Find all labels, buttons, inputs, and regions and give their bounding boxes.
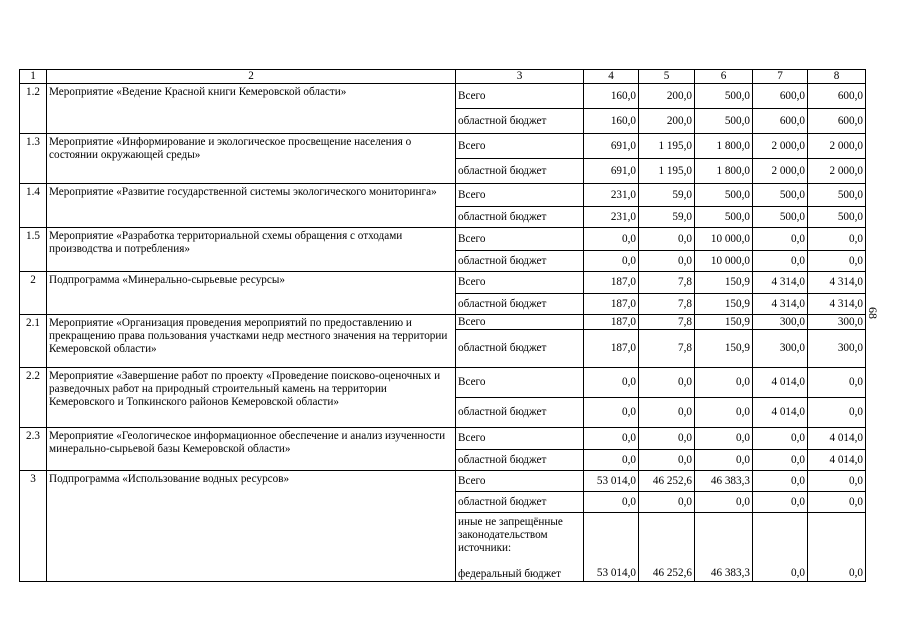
value-cell: 0,0	[753, 471, 808, 492]
value-cell: 500,0	[753, 184, 808, 207]
table-row	[20, 228, 866, 251]
value-cell: 10 000,0	[695, 228, 753, 251]
header-cell: 4	[584, 70, 639, 84]
value-cell: 500,0	[695, 207, 753, 228]
value-cell: 500,0	[695, 84, 753, 109]
source-cell: областной бюджет	[456, 294, 584, 315]
value-cell: 1 195,0	[639, 134, 695, 159]
header-cell: 3	[456, 70, 584, 84]
value-cell: 0,0	[695, 398, 753, 428]
value-cell: 0,0	[584, 368, 639, 398]
value-cell: 0,0	[753, 428, 808, 450]
source-cell: областной бюджет	[456, 251, 584, 272]
row-name: Подпрограмма «Минерально-сырьевые ресурсы»	[47, 272, 456, 315]
source-cell: Всего	[456, 428, 584, 450]
value-cell: 0,0	[639, 450, 695, 471]
row-name: Мероприятие «Информирование и экологическое просвещение населения о состоянии окружающей среды»	[47, 134, 456, 184]
source-cell: областной бюджет	[456, 207, 584, 228]
table-row	[20, 471, 866, 492]
row-name: Мероприятие «Геологическое информационное обеспечение и анализ изученности минерально-сырьевой базы Кемеровской области»	[47, 428, 456, 471]
value-cell: 0,0	[808, 471, 866, 492]
value-cell: 0,0	[695, 368, 753, 398]
value-cell: 0,0	[753, 251, 808, 272]
source-cell: Всего	[456, 134, 584, 159]
value-cell: 0,0	[584, 428, 639, 450]
row-number: 1.2	[20, 84, 47, 134]
value-cell: 7,8	[639, 272, 695, 294]
value-cell: 53 014,0	[584, 471, 639, 492]
value-cell: 0,0	[639, 228, 695, 251]
value-cell: 53 014,0	[584, 513, 639, 582]
value-cell: 231,0	[584, 207, 639, 228]
value-cell: 1 195,0	[639, 159, 695, 184]
value-cell: 600,0	[808, 84, 866, 109]
row-name: Мероприятие «Ведение Красной книги Кемеровской области»	[47, 84, 456, 134]
value-cell: 46 252,6	[639, 513, 695, 582]
page-number: 68	[866, 307, 880, 319]
value-cell: 2 000,0	[808, 159, 866, 184]
value-cell: 46 383,3	[695, 471, 753, 492]
value-cell: 187,0	[584, 315, 639, 330]
value-cell: 500,0	[808, 184, 866, 207]
value-cell: 1 800,0	[695, 134, 753, 159]
value-cell: 0,0	[639, 428, 695, 450]
value-cell: 0,0	[695, 450, 753, 471]
value-cell: 187,0	[584, 330, 639, 368]
row-name: Мероприятие «Завершение работ по проекту «Проведение поисково-оценочных и разведочных работ на природный строительный камень на территории Кемеровского и Топкинского районов Кемеровской области»	[47, 368, 456, 428]
value-cell: 200,0	[639, 109, 695, 134]
source-cell: Всего	[456, 368, 584, 398]
header-cell: 5	[639, 70, 695, 84]
budget-table	[19, 69, 866, 582]
value-cell: 4 014,0	[753, 368, 808, 398]
source-cell: Всего	[456, 272, 584, 294]
value-cell: 0,0	[584, 228, 639, 251]
value-cell: 600,0	[753, 84, 808, 109]
value-cell: 0,0	[639, 251, 695, 272]
header-cell: 7	[753, 70, 808, 84]
value-cell: 0,0	[808, 398, 866, 428]
value-cell: 160,0	[584, 84, 639, 109]
source-cell: Всего	[456, 315, 584, 330]
value-cell: 0,0	[639, 398, 695, 428]
value-cell: 300,0	[753, 330, 808, 368]
value-cell: 2 000,0	[753, 134, 808, 159]
source-cell: областной бюджет	[456, 398, 584, 428]
row-number: 2.3	[20, 428, 47, 471]
value-cell: 0,0	[808, 228, 866, 251]
value-cell: 600,0	[753, 109, 808, 134]
value-cell: 500,0	[695, 184, 753, 207]
value-cell: 300,0	[753, 315, 808, 330]
row-number: 2.2	[20, 368, 47, 428]
value-cell: 0,0	[808, 513, 866, 582]
value-cell: 150,9	[695, 294, 753, 315]
value-cell: 150,9	[695, 272, 753, 294]
value-cell: 0,0	[639, 368, 695, 398]
value-cell: 0,0	[753, 228, 808, 251]
value-cell: 0,0	[695, 428, 753, 450]
row-name: Мероприятие «Разработка территориальной схемы обращения с отходами производства и потребления»	[47, 228, 456, 272]
value-cell: 59,0	[639, 184, 695, 207]
value-cell: 7,8	[639, 330, 695, 368]
value-cell: 0,0	[695, 492, 753, 513]
value-cell: 0,0	[584, 450, 639, 471]
header-cell: 6	[695, 70, 753, 84]
value-cell: 7,8	[639, 315, 695, 330]
value-cell: 1 800,0	[695, 159, 753, 184]
source-line: законодательством	[458, 529, 548, 541]
value-cell: 150,9	[695, 315, 753, 330]
value-cell: 4 014,0	[753, 398, 808, 428]
header-cell: 2	[47, 70, 456, 84]
value-cell: 10 000,0	[695, 251, 753, 272]
source-cell	[456, 513, 584, 582]
source-cell: областной бюджет	[456, 492, 584, 513]
value-cell: 7,8	[639, 294, 695, 315]
value-cell: 691,0	[584, 159, 639, 184]
table-row	[20, 315, 866, 330]
table-row	[20, 368, 866, 398]
source-cell: областной бюджет	[456, 330, 584, 368]
source-cell: областной бюджет	[456, 109, 584, 134]
value-cell: 500,0	[753, 207, 808, 228]
source-cell: Всего	[456, 471, 584, 492]
value-cell: 691,0	[584, 134, 639, 159]
value-cell: 0,0	[753, 513, 808, 582]
value-cell: 0,0	[808, 251, 866, 272]
row-number: 1.5	[20, 228, 47, 272]
value-cell: 500,0	[808, 207, 866, 228]
value-cell: 4 014,0	[808, 450, 866, 471]
value-cell: 46 252,6	[639, 471, 695, 492]
row-number: 1.3	[20, 134, 47, 184]
row-number: 1.4	[20, 184, 47, 228]
value-cell: 0,0	[639, 492, 695, 513]
value-cell: 0,0	[753, 492, 808, 513]
value-cell: 500,0	[695, 109, 753, 134]
source-cell: Всего	[456, 228, 584, 251]
value-cell: 0,0	[584, 251, 639, 272]
table-row	[20, 84, 866, 109]
value-cell: 4 314,0	[753, 294, 808, 315]
source-cell: Всего	[456, 184, 584, 207]
value-cell: 0,0	[808, 368, 866, 398]
value-cell: 59,0	[639, 207, 695, 228]
row-name: Подпрограмма «Использование водных ресурсов»	[47, 471, 456, 582]
source-line: иные не запрещённые	[458, 516, 563, 528]
value-cell: 600,0	[808, 109, 866, 134]
header-cell: 1	[20, 70, 47, 84]
row-number: 2	[20, 272, 47, 315]
value-cell: 0,0	[584, 398, 639, 428]
value-cell: 200,0	[639, 84, 695, 109]
value-cell: 160,0	[584, 109, 639, 134]
source-spacer	[458, 555, 581, 568]
header-cell: 8	[808, 70, 866, 84]
row-name: Мероприятие «Организация проведения мероприятий по предоставлению и прекращению права пользования участками недр местного значения на территории Кемеровской области»	[47, 315, 456, 368]
table-row	[20, 428, 866, 450]
value-cell: 187,0	[584, 272, 639, 294]
value-cell: 0,0	[753, 450, 808, 471]
value-cell: 300,0	[808, 330, 866, 368]
value-cell: 4 314,0	[808, 272, 866, 294]
source-cell: областной бюджет	[456, 450, 584, 471]
value-cell: 187,0	[584, 294, 639, 315]
header-row	[20, 70, 866, 84]
source-line: федеральный бюджет	[458, 568, 561, 580]
table-body	[20, 70, 866, 582]
value-cell: 2 000,0	[753, 159, 808, 184]
value-cell: 4 014,0	[808, 428, 866, 450]
value-cell: 0,0	[584, 492, 639, 513]
row-number: 3	[20, 471, 47, 582]
table-row	[20, 272, 866, 294]
value-cell: 2 000,0	[808, 134, 866, 159]
value-cell: 231,0	[584, 184, 639, 207]
value-cell: 4 314,0	[753, 272, 808, 294]
row-name: Мероприятие «Развитие государственной системы экологического мониторинга»	[47, 184, 456, 228]
value-cell: 46 383,3	[695, 513, 753, 582]
row-number: 2.1	[20, 315, 47, 368]
table-row	[20, 134, 866, 159]
source-cell: областной бюджет	[456, 159, 584, 184]
value-cell: 150,9	[695, 330, 753, 368]
source-cell: Всего	[456, 84, 584, 109]
table-row	[20, 184, 866, 207]
value-cell: 0,0	[808, 492, 866, 513]
value-cell: 300,0	[808, 315, 866, 330]
source-line: источники:	[458, 542, 512, 554]
value-cell: 4 314,0	[808, 294, 866, 315]
